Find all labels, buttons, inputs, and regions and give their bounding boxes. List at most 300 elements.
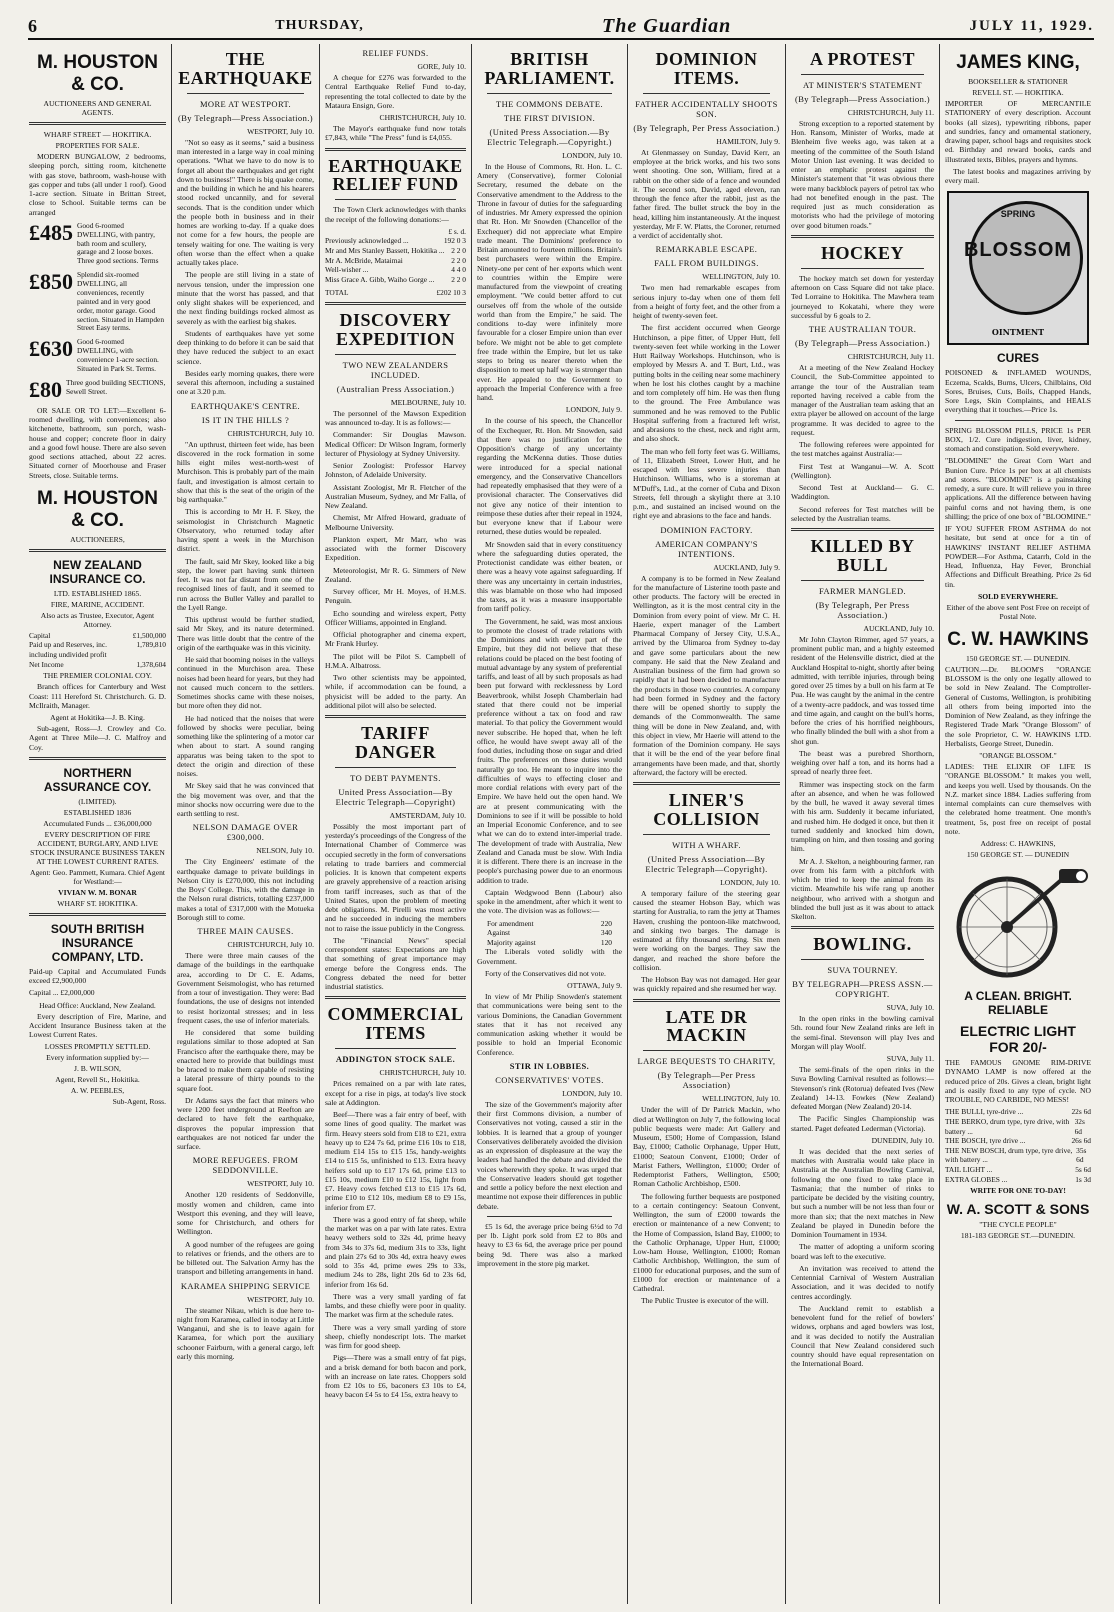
column-7-advertisements: [940, 44, 1096, 1604]
paragraph: Prices remained on a par with late rates, except for a rise in pigs, at today's live stock sale at Addington.: [325, 1079, 466, 1107]
donation-row-value: 2 2 0: [451, 246, 466, 256]
auctioneers-label: AUCTIONEERS,: [70, 534, 125, 544]
masthead-day: THURSDAY,: [275, 18, 364, 33]
dateline: HAMILTON, July 9.: [716, 136, 780, 146]
paragraph: The following referees were appointed for the test matches against Australia:—: [791, 440, 934, 459]
dateline: MELBOURNE, July 10.: [390, 397, 466, 407]
columns: [24, 44, 1096, 1604]
divider: [29, 122, 166, 125]
donation-row-name: Mr and Mrs Stanley Bassett, Hokitika ...: [325, 246, 445, 256]
paragraph: The first accident occurred when George Hutchinson, a pipe fitter, of Upper Hutt, fell twenty-seven feet while working in the Lower Hutt Railway Workshops. Hutchinson, who is employed by Messrs A. and T. Burt, Ltd., was putting bolts in the ceiling near some machinery when he lost his clothes caught by a machine and torn completely off him. He was then flung to the ground. The Free Ambulance was summoned and he was removed to the Public Hospital suffering from a fractured left wrist, and abrasions to the chest, neck and right arm, and also shock.: [633, 323, 780, 444]
article-title-killed-by-bull: KILLED BY BULL: [810, 536, 915, 575]
houston-sub: AUCTIONEERS AND GENERAL AGENTS.: [43, 99, 152, 117]
paragraph: Survey officer, Mr H. Moyes, of H.M.S. Penguin.: [325, 587, 466, 606]
listing-485-text: Good 6-roomed DWELLING, with pantry, bath room and scullery, garage and 2 loose boxes. Three good sections. Terms: [77, 220, 159, 266]
article-title-relief-fund: EARTHQUAKE RELIEF FUND: [328, 155, 463, 195]
lamp-price-list: [945, 1107, 1091, 1184]
paragraph: The Auckland remit to establish a benevolent fund for the relief of bowlers' widows, orphans and aged bowlers was lost, and it was decided to notify the Australian Council that New Zealand considered such country should have equal representation on the International Board.: [791, 1303, 934, 1369]
article-title-bowling: BOWLING.: [813, 934, 912, 955]
hawkins-address: 150 GEORGE ST. — DUNEDIN.: [965, 653, 1071, 663]
divider: [29, 913, 166, 916]
vote-for-label: For amendment: [487, 918, 534, 928]
discovery-byline: (Australian Press Association.): [336, 383, 455, 394]
listing-630: [29, 338, 166, 374]
wilson-agent: Agent, Revell St., Hokitika.: [55, 1075, 140, 1085]
divider: [801, 268, 924, 269]
mackin-subhead: LARGE BEQUESTS TO CHARITY,: [637, 1056, 776, 1067]
paragraph: First Test at Wanganui—W. A. Scott (Wellington).: [791, 461, 934, 480]
paragraph: The Liberals voted solidly with the Government.: [477, 947, 622, 966]
donation-list: [325, 236, 466, 284]
lamp-item-name: THE BULLI, tyre-drive ...: [945, 1107, 1024, 1117]
paragraph: The City Engineers' estimate of the earthquake damage to private buildings in Nelson City is £270,000, this not including the Boys' College. This, with the damage in the Nelson rural districts, totalling £237,000 makes a total of £317,000 with the Motueka Borough still to come.: [177, 857, 314, 922]
capital-label: Capital: [29, 630, 51, 640]
paragraph: Forty of the Conservatives did not vote.: [485, 968, 606, 978]
paragraph: A cheque for £276 was forwarded to the Central Earthquake Relief Fund to-day, representing the total collected to date by the Mataura Ensign, Gore.: [325, 73, 466, 110]
paragraph: This is according to Mr H. F. Skey, the seismologist in Christchurch Magnetic Observatory, who returned today after having spent a week in the Murchison district.: [177, 507, 314, 554]
dateline: AMSTERDAM, July 10.: [389, 810, 466, 820]
paragraph: Mr Snowden said that in every constituency where the safeguarding duties operated, the Protectionist candidate was either beaten, or there was a heavy vote against safeguarding. If there was any uncertainty in certain industries, this was blamable on those who had imposed the taxes, as it was a measure insupportable from tariff policy.: [477, 539, 622, 614]
paragraph: The "Financial News" special correspondent states: Expectations are high that something of great importance may emerge before the Congress ends. The Congress debated the need for better industrial statistics.: [325, 935, 466, 992]
properties-heading: PROPERTIES FOR SALE.: [55, 141, 140, 150]
donation-row-name: Mr A. McBride, Mataimai: [325, 255, 403, 265]
paragraph: In the House of Commons, Rt. Hon. L. C. Amery (Conservative), former Colonial Secretary, resumed the debate on the Conservative amendment to the Address to the Throne in favour of duties for the safeguarding of industries. Mr Amery expressed the opinion that Rt. Hon. Mr Snowden (Chancellor of the Exchequer) did not appreciate what Empire trade meant. The Dominions' preference to Britain amounted to fourteen millions. Britain's best purchasers were within the Empire. Ninety-one per cent of her exports which went to countries within the Empire were manufactured from the viewpoint of creating employment. "We could better afford to cut ourselves off from the whole of the outside world than from the Empire," he said. The conditions to-day were infinitely more favourable for a closer Empire union than ever before. We might not be able to get complete free trade within the Empire, but let us take steps to bring us nearer thereto when the disposition to meet up half way is stronger than ever. He appealed to the Government to approach the Imperial Conference with a free hand.: [477, 161, 622, 403]
paragraph: Mr Skey said that he was convinced that the big movement was over, and that the minor shocks now occurring were due to the earth settling to rest.: [177, 781, 314, 819]
bowling-byline: BY TELEGRAPH—PRESS ASSN.—COPYRIGHT.: [792, 979, 933, 1000]
vote-against-value: 340: [600, 928, 612, 938]
paragraph: The Hobson Bay was not damaged. Her gear was quickly repaired and she resumed her way.: [633, 975, 780, 994]
lamp-item: [945, 1175, 1091, 1185]
divider: [791, 235, 934, 238]
james-king-title: JAMES KING,: [956, 52, 1080, 73]
paragraph: Captain Wedgwood Benn (Labour) also spoke in the amendment, after which it went to the vote. The division was as follows:—: [477, 887, 622, 916]
paragraph: The fault, said Mr Skey, looked like a big step, the lower part having sunk thirteen feet. It was not far distant from one of the recognised lines of fault, and it seemed to run across the Buller Valley and parallel to the Lyell Range.: [177, 556, 314, 612]
donation-row-name: Previously acknowledged ...: [325, 236, 409, 246]
dateline: CHRISTCHURCH, July 11.: [847, 352, 934, 362]
killed-subhead: FARMER MANGLED.: [818, 585, 907, 596]
sbi-every-description: Every description of Fire, Marine, and Accident Insurance Business taken at the Lowest Current Rates.: [29, 1011, 166, 1039]
subhead-escape: REMARKABLE ESCAPE.: [655, 244, 758, 255]
paragraph: Chemist, Mr Alfred Howard, graduate of Melbourne University.: [325, 513, 466, 532]
liner-byline: (United Press Association—By Electric Telegraph—Copyright).: [645, 853, 768, 874]
article-title-parliament: BRITISH PARLIAMENT.: [484, 49, 615, 88]
dateline: SUVA, July 10.: [886, 1003, 934, 1013]
parliament-subhead-1: THE COMMONS DEBATE.: [495, 98, 603, 109]
divider: [801, 959, 924, 960]
divider: [325, 996, 466, 999]
paragraph: "Not so easy as it seems," said a business man interested in a large way in coal mining operations. "What we have to do now is to forget all about the earthquakes and get right down to business!" There is big quake come, and the building in which he and his hearers stood rocked uncannily, and for several seconds. That is the condition under which the people both in business and in their homes are working to-day. If a quake does not come for a few hours, the people are tensely waiting for one. The waiting is very often worse than the effect when a quake actually takes place.: [177, 137, 314, 268]
paragraph: The man who fell forty feet was G. Williams, of 11, Elizabeth Street, Lower Hutt, and he escaped with less severe injuries than Hutchinson. Williams, who is a storeman at M'Duff's, Ltd., at the corner of Cuba and Dixon Streets, fell through a skylight there at 3.10 p.m., and sustained an incised wound on the right eye and abrasions to the face and hands.: [633, 446, 780, 521]
earthquake-byline: (By Telegraph—Press Association.): [178, 112, 313, 123]
paragraph: Strong exception to a reported statement by Hon. Ransom, Minister of Works, made at Blenheim five weeks ago, was taken at a meeting of the committee of the South Island Motor Union last evening. It was decided to enter an emphatic protest against the Minister's statement that "it was obvious there were many backblock payers of petrol tax who had not benefited enough in the past. The required just as much consideration as motorists who had the privilege of motoring over good bitumen roads.": [791, 118, 934, 230]
subhead-centre: EARTHQUAKE'S CENTRE.: [190, 400, 301, 411]
bowling-subhead: SUVA TOURNEY.: [827, 965, 898, 976]
liner-subhead: WITH A WHARF.: [672, 839, 741, 850]
paragraph: Dr Adams says the fact that miners who were 1200 feet underground at Reefton are declared to have felt the earthquake, disproves the popular impression that earthquakes are not noticed far under the surface.: [177, 1095, 314, 1152]
lsd-label: £ s. d.: [448, 226, 466, 236]
paragraph: He said that booming noises in the valleys continued in the Murchison area. These noises had been heard for years, but they had not caused much concern to the settlers. Sometimes shocks came with these noises, but more often they did not.: [177, 655, 314, 711]
dateline: WELLINGTON, July 10.: [702, 272, 780, 282]
vote-majority-value: 120: [600, 937, 612, 947]
paragraph: Pigs—There was a small entry of fat pigs, and a brisk demand for both bacon and pork, with an increase on late rates. Choppers sold from £2 10s to £6, baconers £3 10s to £4, heavy bacon £4 5s to £4 15s, extra heavy to: [325, 1353, 466, 1400]
south-british-title: SOUTH BRITISH INSURANCE COMPANY, LTD.: [50, 921, 145, 964]
paragraph: Assistant Zoologist, Mr R. Fletcher of the Australian Museum, Sydney, and Mr Falla, of New Zealand.: [325, 482, 466, 511]
lamp-item: [945, 1117, 1091, 1136]
hawkins-address-line: Address: C. HAWKINS,: [980, 839, 1056, 848]
australian-byline: (By Telegraph—Press Association.): [795, 338, 930, 349]
subhead-american: AMERICAN COMPANY'S INTENTIONS.: [655, 538, 758, 559]
lamp-item-name: THE BERKO, drum type, tyre drive, with battery ...: [945, 1116, 1070, 1136]
northern-limited: (LIMITED).: [78, 796, 117, 806]
divider: [29, 549, 166, 552]
nz-insurance-established: LTD. ESTABLISHED 1865.: [53, 588, 142, 598]
paragraph: Rimmer was inspecting stock on the farm after an absence, and when he was followed by the bull, he waved it away several times with his arm. Suddenly it became infuriated, and rushed him. He dodged it once, but then it turned suddenly and knocked him down, trampling on him, and then tossing and goring him.: [791, 779, 934, 854]
cycle-people: "THE CYCLE PEOPLE": [979, 1220, 1057, 1230]
protest-byline: (By Telegraph—Press Association.): [795, 93, 930, 104]
paragraph: Two other scientists may be appointed, while, if accommodation can be found, a physicist will be added to the party. An additional pilot will also be selected.: [325, 673, 466, 710]
divider: [791, 926, 934, 929]
tariff-byline: United Press Association—By Electric Telegraph—Copyright): [335, 786, 456, 807]
dateline: GORE, July 10.: [417, 62, 466, 71]
bonar-name: VIVIAN W. M. BONAR: [58, 887, 137, 897]
paragraph: In the open rinks in the bowling carnival 5th. round four New Zealand rinks are left in the semi-final. Stevenson will play Ives and Morgan will play Woolf.: [791, 1014, 934, 1051]
paragraph: There was a very small yarding of fat lambs, and these chiefly were poor in quality. The market was firm at the schedule rates.: [325, 1291, 466, 1320]
paragraph: The personnel of the Mawson Expedition was announced to-day. It is as follows:—: [325, 408, 466, 428]
dateline: WELLINGTON, July 10.: [702, 1094, 780, 1104]
divider: [335, 1048, 456, 1049]
trustee-note: Also acts as Trustee, Executor, Agent Attorney.: [40, 610, 155, 629]
paragraph: An invitation was received to attend the Centennial Carnival of Western Australian Association, and it was decided to notify centres accordingly.: [791, 1263, 934, 1301]
price-80: £80: [29, 376, 62, 402]
protest-subhead: AT MINISTER'S STATEMENT: [803, 79, 922, 90]
donation-row: [325, 275, 466, 285]
caution-text: CAUTION.—Dr. BLOOM'S "ORANGE BLOSSOM is the only one legally allowed to be sold in New Zealand. The Comptroller-General of Customs, Wellington, is prohibiting all others from being imported into the Dominion of New Zealand, as they infringe the Registered Trade Mark "Orange Blossom" of the sole Proprietor, C. W. HAWKINS LTD. Herbalists, George Street, Dunedin.: [945, 664, 1091, 748]
asthma-ad: IF YOU SUFFER FROM ASTHMA do not hesitate, but send at once for a tin of HAWKINS' INSTANT RELIEF ASTHMA POWDER—For Asthma, Catarrh, Cold in the Head, Influenza, Hay Fever, Bronchial Affections and Difficult Breathing. Price 2s 6d tin.: [945, 524, 1091, 589]
subhead-refugees: MORE REFUGEES. FROM SEDDONVILLE.: [192, 1155, 299, 1176]
paragraph: The Public Trustee is executor of the will.: [641, 1296, 769, 1306]
post-free: Either of the above sent Post Free on receipt of Postal Note.: [946, 602, 1090, 621]
dateline: AUCKLAND, July 10.: [863, 623, 934, 633]
capital-row: [29, 631, 166, 641]
spring-blossom-illustration: [947, 191, 1089, 345]
vote-majority-row: [477, 938, 622, 948]
paragraph: The beast was a purebred Shorthorn, weighing over half a ton, and its horns had a spread of nearly three feet.: [791, 748, 934, 777]
reserves-label: Paid up and Reserves, inc. including undivided profit: [29, 640, 107, 659]
divider: [643, 93, 770, 94]
divider: [633, 999, 780, 1002]
paragraph: The Town Clerk acknowledges with thanks the receipt of the following donations:—: [325, 205, 466, 224]
paragraph: The semi-finals of the open rinks in the Suva Bowling Carnival resulted as follows:—Stevenson's rink (Rotorua) defeated Ives (New Zealand) 14-13. Fowkes (New Zealand) defeated Morgan (New Zealand) 20-14.: [791, 1065, 934, 1112]
sbi-head-office: Head Office: Auckland, New Zealand.: [39, 1000, 156, 1010]
donation-row-value: 4 4 0: [451, 265, 466, 275]
clean-bright-heading: A CLEAN. BRIGHT. RELIABLE: [964, 989, 1072, 1017]
dateline: DUNEDIN, July 10.: [871, 1135, 934, 1145]
dateline: CHRISTCHURCH, July 10.: [227, 940, 314, 950]
income-label: Net Income: [29, 659, 64, 669]
dateline: WESTPORT, July 10.: [247, 1179, 314, 1189]
price-485: £485: [29, 219, 73, 245]
listing-80-text: Three good building SECTIONS, Sewell Street.: [66, 377, 166, 396]
divider: [335, 354, 456, 355]
dateline: LONDON, July 10.: [562, 1088, 622, 1098]
paragraph: The following further bequests are postponed to a certain contingency: Seatoun Convent, Wellington, the sum of £2000 towards the erection or maintenance of a new Convent; to the Home of Compassion, Island Bay, £1000; to the Catholic Orphanage, Upper Hutt, £1000; Low-ham House, Wellington, £1000; Roman Catholic Archbishop, Wellington, the sum of £1000 for educational purposes, and the sum of £1000 for erection or maintenance of a Cathedral.: [633, 1191, 780, 1294]
nz-insurance-title: NEW ZEALAND INSURANCE CO.: [49, 557, 146, 586]
paragraph: At Glenmassey on Sunday, David Kerr, an employee at the brick works, and his two sons went shooting. One son, William, fired at a rabbit on the other side of a fence and wounded it. The second son, David, aged eleven, ran through the fence after the rabbit, just as the father fired. The bullet struck the boy in the head, killing him instantaneously. At the inquest yesterday, Mr F. W. Platts, the Coroner, returned a verdict of accidentally shot.: [633, 147, 780, 241]
peebles-name: A. W. PEEBLES,: [70, 1086, 125, 1096]
hawkins-title: C. W. HAWKINS: [947, 628, 1089, 650]
paragraph: Senior Zoologist: Professor Harvey Johnston, of Adelaide University.: [325, 461, 466, 480]
paragraph: In the course of his speech, the Chancellor of the Exchequer, Rt. Hon. Mr Snowden, said that there was no justification for the Opposition's charge of any uncertainty regarding the McKenna duties. Those duties were introduced for a special national emergency, and the Conservative Chancellors had repeatedly emphasised that they were of a provisional character. The Conservatives did not give any notice of their intention to reimpose these duties after their repeal in 1924, but everyone knew that if Labour were returned, these duties would be repealed.: [477, 416, 622, 537]
scott-address: 181-183 GEORGE ST.—DUNEDIN.: [960, 1231, 1076, 1241]
parliament-subhead-2: THE FIRST DIVISION.: [503, 112, 596, 123]
paragraph: Mr John Clayton Rimmer, aged 57 years, a prominent public man, and a highly esteemed resident of the Helensville district, died at the Auckland Hospital to-night, shortly after being admitted, with terrible injuries, through being gored over 25 times by a bull on his farm at Te Pua. He was caught by the animal in the centre of a twenty-acre paddock, and was tossed time and time again, and caught on the bull's horns, before the cries of his horrified neighbours, who finally blinded the bull with a shot from a shot gun.: [791, 634, 934, 746]
listing-80: [29, 376, 166, 402]
subhead-fall: FALL FROM BUILDINGS.: [654, 258, 759, 269]
northern-established: ESTABLISHED 1836: [63, 807, 132, 817]
branch-offices: Branch offices for Canterbury and West Coast: 111 Hereford St. Christchurch. G. D. McIlraith, Manager.: [29, 682, 166, 710]
paragraph: Second referees for Test matches will be selected by the Australian teams.: [791, 504, 934, 523]
accumulated-funds: Accumulated Funds ... £36,000,000: [43, 818, 152, 828]
sale-lease-listing: OR SALE OR TO LET:—Excellent 6-roomed dwelling, with conveniences; also kitchenette, bathroom, sun porch, wash-house and copper; concrete floor in dairy and a good fowl house. There are also seven good sections attached, about 22 acres. Situated corner of Moorhouse and Fraser Streets, close. Suitable terms.: [29, 405, 166, 480]
subhead-karamea: KARAMEA SHIPPING SERVICE: [180, 1280, 311, 1291]
lamp-item-value: 5s 6d: [1075, 1165, 1091, 1174]
lamp-item-value: 22s 6d: [1071, 1107, 1091, 1117]
houston-title-2: M. HOUSTON & CO.: [36, 487, 159, 531]
revell-address: REVELL ST. — HOKITIKA.: [972, 88, 1064, 97]
peebles-agent: Sub-Agent, Ross.: [112, 1097, 166, 1107]
paragraph: A company is to be formed in New Zealand for the manufacture of Listerine tooth paste and other products. The factory will be erected in Wellington, as it is the most central city in the Dominion from every point of view. Mr C. H. Haerie, expert manager of the Lambert Pharmacal Company of Jersey City, U.S.A., arrived by the Ulimaroa from Sydney to-day and gave some particulars about the new company. He said that the New Zealand and Australian business of the firm had grown so rapidly that it had been decided to manufacture the products in those two countries. A company had been formed in Sydney and the factory there will be opened shortly to supply the demands of the Commonwealth. The same thing will be done in New Zealand, and, with this object in view, Mr Haerie will attend to the formation of the Dominion company. He says that it will be the end of the year before final arrangements have been made, and that, shortly afterward, the factory will be erected.: [633, 573, 780, 777]
paragraph: Second Test at Auckland— G. C. Waddington.: [791, 483, 934, 502]
king-description: IMPORTER OF MERCANTILE STATIONERY of every description. Account books (all sizes), typewriting ribbons, paper and sundries, fancy and ornamental stationery, drawing paper, school bags and requisites stock ed. Birthday and reward books, cards and illustrated texts, Bibles, prayers and hymns.: [945, 99, 1091, 164]
lamp-item-value: 32s 6d: [1074, 1116, 1085, 1136]
subhead-conservatives: CONSERVATIVES' VOTES.: [495, 1074, 604, 1085]
dateline: OTTAWA, July 9.: [567, 981, 622, 991]
donation-row-value: 2 2 0: [451, 255, 466, 265]
paragraph: It was decided that the next series of matches with Australia would take place in Australia at the Australian Bowling Carnival, following the one fixed to take place in Tasmania; that the number of rinks to participate be decided by the visiting country, but such a number will be not less than four or more than six; that the next matches in New Zealand be played in Dunedin before the Dominion Tournament in 1934.: [791, 1146, 934, 1240]
dateline: WESTPORT, July 10.: [247, 126, 314, 136]
paragraph: Commander: Sir Douglas Mawson. Medical Officer: Dr Wilson Ingram, formerly lecturer of Physiology at Sydney University.: [325, 430, 466, 458]
cures-text: POISONED & INFLAMED WOUNDS, Eczema, Scalds, Burns, Ulcers, Chilblains, Old Sores, Bruises, Cuts, Boils, Chapped Hands, Sore Legs, Skin Complaints, and HEALS everything that it touches.—Price 1s.: [945, 368, 1091, 415]
paragraph: He had noticed that the noises that were followed by shocks were peculiar, being something like the splintering of a motor car when about to start. A sound ranging apparatus was being taken to the spot to detect the origin and direction of these noises.: [177, 713, 314, 779]
dateline: AUCKLAND, July 9.: [713, 562, 780, 572]
masthead-date: JULY 11, 1929.: [969, 17, 1094, 34]
masthead: [28, 14, 1094, 40]
paragraph: At a meeting of the New Zealand Hockey Council, the Sub-Committee appointed to arrange the tour of the Australian team reported having received a cable from the manager of the Australian team asking that an extra player be allowed on account of the large programme. It was decided to agree to the request.: [791, 363, 934, 437]
article-title-discovery: DISCOVERY EXPEDITION: [335, 310, 456, 350]
paragraph: Possibly the most important part of yesterday's proceedings of the Congress of the International Chamber of Commerce was occupied secretly in the form of conversations relating to trade barriers and commercial policies. It is known that competent experts are gravely apprehensive of a reaction arising from tariff increases, such as that of the United States, upon the problem of meeting debt obligations. M. Pirelli was most active and he succeeded in inducing the members not to raise the issue publicly in the Congress.: [325, 821, 466, 933]
divider: [633, 782, 780, 785]
lamp-item: [945, 1107, 1091, 1117]
vote-for-row: [477, 919, 622, 929]
paragraph: The pilot will be Pilot S. Campbell of H.M.A. Albatross.: [325, 651, 466, 670]
wharf-address: WHARF STREET — HOKITIKA.: [43, 130, 152, 139]
write-today: WRITE FOR ONE TO-DAY!: [970, 1186, 1066, 1196]
column-4-parliament: [472, 44, 628, 1604]
dateline: CHRISTCHURCH, July 11.: [847, 107, 934, 117]
westland-agent: Agent: Geo. Pammett, Kumara. Chief Agent for Westland:—: [30, 867, 165, 886]
orange-blossom: "ORANGE BLOSSOM.": [979, 751, 1057, 760]
vote-against-row: [477, 928, 622, 938]
column-3-relief-discovery: [320, 44, 472, 1604]
divider: [643, 1050, 770, 1051]
paragraph: Students of earthquakes have yet some deep thinking to do before it can be said that they have reduced the subject to an exact science.: [177, 328, 314, 366]
lamp-item-value: 35s 6d: [1076, 1145, 1087, 1165]
electric-light-heading: ELECTRIC LIGHT FOR 20/-: [960, 1023, 1076, 1055]
lamp-item: [945, 1136, 1091, 1146]
reserves-row: [29, 640, 166, 659]
capital-value: £1,500,000: [132, 630, 166, 640]
subhead-factory: DOMINION FACTORY.: [660, 524, 753, 535]
donation-row: [325, 256, 466, 266]
information-supplied: Every information supplied by:—: [46, 1053, 149, 1063]
vote-against-label: Against: [487, 928, 510, 938]
divider: [801, 74, 924, 75]
cures-heading: CURES: [996, 351, 1039, 366]
northern-every-description: EVERY DESCRIPTION OF FIRE ACCIDENT, BURGLARY, AND LIVE STOCK INSURANCE BUSINESS TAKEN AT THE LOWEST CURRENT RATES.: [30, 829, 165, 866]
hawkins-address-line-2: 150 GEORGE ST. — DUNEDIN: [966, 850, 1070, 859]
paragraph: The Pacific Singles Championship was started. Paget defeated Lederman (Victoria).: [791, 1114, 934, 1133]
paragraph: The size of the Government's majority after their first Commons division, a number of Conservatives not voting, caused a stir in the lobbies. It is learned that a group of younger Conservatives deliberately avoided the division as an expression of displeasure at the way the leaders had handled the debate and divided the voices wherewith they spoke. It was urged that the Conservative leaders should get together and settle a policy before the next election and meantime not expose their differences in public debate.: [477, 1099, 622, 1211]
lsd-header: [325, 227, 466, 237]
article-title-liner: LINER'S COLLISION: [653, 790, 760, 829]
subhead-lobbies: STIR IN LOBBIES.: [509, 1060, 590, 1071]
lamp-item-value: 26s 6d: [1071, 1136, 1091, 1146]
article-title-protest: A PROTEST: [809, 49, 916, 69]
income-row: [29, 660, 166, 670]
paragraph: "An upthrust, thirteen feet wide, has been discovered in the rock formation in some hills eight miles west-north-west of Murchison. This is probably part of the main fault, and investigation is almost certain to show that this is the seat of the origin of the big earthquake.": [177, 439, 314, 505]
paragraph: A good number of the refugees are going to relatives or friends, and the others are to be billeted out. The Salvation Army has the transport and billeting arrangements in hand.: [177, 1239, 314, 1277]
paragraph: A temporary failure of the steering gear caused the steamer Hobson Bay, which was starting for Australia, to ram the jetty at Thames Haven, crushing the pontoon-like matchwood, and sinking two barges. The damage is estimated at fifty thousand sterling. Six men were working on the barges. They saw the danger, and reached the shore before the collision.: [633, 888, 780, 972]
lamp-item-name: TAIL LIGHT ...: [945, 1165, 993, 1174]
houston-title: M. HOUSTON & CO.: [36, 52, 159, 95]
donation-row-value: 2 2 0: [451, 274, 466, 284]
divider: [187, 93, 304, 94]
donation-row-name: Well-wisher ...: [325, 265, 369, 275]
dateline: LONDON, July 10.: [562, 150, 622, 160]
newspaper-title: The Guardian: [602, 14, 732, 37]
dateline: WESTPORT, July 10.: [247, 1294, 314, 1304]
dateline: CHRISTCHURCH, July 10.: [379, 113, 466, 122]
lamp-item-name: EXTRA GLOBES ...: [945, 1174, 1008, 1184]
vote-majority-label: Majority against: [487, 937, 536, 947]
divider: [487, 93, 612, 94]
column-6-protest-hockey: [786, 44, 940, 1604]
divider: [643, 834, 770, 835]
paragraph: The steamer Nikau, which is due here to-night from Karamea, called in today at Little Wanganui, and she is to leave again for Karamea, for which port the auxiliary schooner Fairburn, with a general cargo, left early this morning.: [177, 1305, 314, 1361]
divider: [955, 420, 1081, 421]
lamp-item: [945, 1146, 1091, 1165]
blossom-word: BLOSSOM: [963, 239, 1073, 262]
addington-subhead: ADDINGTON STOCK SALE.: [335, 1054, 456, 1065]
divider: [325, 148, 466, 151]
paragraph: The hockey match set down for yesterday afternoon on Cass Square did not take place. Ted Lorraine to Hokitika. The Mawhera team journeyed to Kokatahi, where they were successful by 6 goals to 2.: [791, 273, 934, 320]
paragraph: The Government, he said, was most anxious to promote the closest of trade relations with the Dominions and with every part of the Empire, but they did not believe that these relations could be placed on the best footing of mutual advantage by any system of preferential tariffs, and least of all by such proposals as had been put forward with recklessness by Lord Beaverbrook, whilst Joseph Chamberlain had stated that there could not be imperial preference without a tax on food and raw material. To that policy the Government would never subscribe. He hoped that, when he left office, he would have swept away all of the food duties, including those on sugar and dried fruits. The preferences on these duties would naturally go too. He meant to inquire into the difficulties of ways to effecting closer and more cordial relations with every part of the Empire. We have held out the open hand. We are at present communicating with the Dominions to see if it will be possible to hold an Imperial Economic Conference, and to see what we can do to extend inter-imperial trade. The development of trade with Australia, New Zealand and Canada must be slow. With India it is different. There there is an increase in the people's purchasing power due to an enormous addition to trade.: [477, 616, 622, 885]
northern-assurance-title: NORTHERN ASSURANCE COY.: [43, 765, 152, 794]
subhead-causes: THREE MAIN CAUSES.: [197, 926, 294, 937]
lamp-item-name: THE NEW BOSCH, drum type, tyre drive, with battery ...: [945, 1145, 1073, 1165]
bicycle-wheel-icon: [947, 865, 1093, 983]
donation-row: [325, 246, 466, 256]
article-title-hockey: HOCKEY: [820, 242, 904, 263]
listing-850: [29, 271, 166, 333]
column-5-dominion-items: [628, 44, 786, 1604]
column-1-advertisements: [24, 44, 172, 1604]
divider: [335, 199, 456, 200]
divider: [801, 580, 924, 581]
paragraph: In view of Mr Philip Snowden's statement that communications were being sent to the various Dominions, the Canadian Government states that it has not received any communication asking whether it would be possible to hold an Imperial Economic Conference.: [477, 992, 622, 1057]
paragraph: He considered that some building regulations similar to those adopted at San Francisco after the earthquake there, may be enacted here to provide that buildings must be braced to make them capable of resisting a lateral pressure of thirty pounds to the square foot.: [177, 1028, 314, 1093]
dateline: NELSON, July 10.: [256, 846, 314, 856]
tariff-subhead: TO DEBT PAYMENTS.: [350, 772, 441, 783]
paragraph: The Mayor's earthquake fund now totals £7,843, while "The Press" fund is £4,055.: [325, 124, 466, 143]
earthquake-subhead: MORE AT WESTPORT.: [199, 98, 292, 109]
sbi-capital: Capital ... £2,000,000: [29, 988, 95, 998]
page-number: 6: [28, 15, 37, 36]
dateline: CHRISTCHURCH, July 10.: [227, 428, 314, 438]
article-title-commercial: COMMERCIAL ITEMS: [327, 1004, 464, 1044]
donation-row-value: 192 0 3: [443, 236, 466, 246]
dateline: CHRISTCHURCH, July 10.: [379, 1068, 466, 1078]
vote-for-value: 220: [600, 918, 612, 928]
paragraph: Besides early morning quakes, there were several this afternoon, including a sustained one at 3.20 p.m.: [177, 368, 314, 397]
price-850: £850: [29, 269, 73, 295]
paragraph: Meteorologist, Mr R. G. Simmers of New Zealand.: [325, 565, 466, 584]
premier-colonial: THE PREMIER COLONIAL COY.: [43, 671, 152, 681]
bloomine-ad: "BLOOMINE" the Great Corn Wart and Bunion Cure. Price 1s per box at all chemists and stores. "BLOOMINE" is a painstaking remedy, a sure cure. It will relieve you in three applications. All the difference between having painful corns and not having them, is one shilling; the price of one box of "BLOOMINE.": [945, 456, 1091, 521]
lamp-item-value: 1s 3d: [1075, 1174, 1091, 1184]
subhead-hills: IS IT IN THE HILLS ?: [201, 414, 290, 425]
wilson-name: J. B. WILSON,: [74, 1064, 121, 1074]
bicycle-lamp-illustration: [947, 865, 1089, 983]
blossom-arc-text: SPRING: [1000, 209, 1036, 220]
paragraph: Mr A. J. Skelton, a neighbouring farmer, ran over from his farm with a pitchfork with which he tried to keep the animal from its victim. Meanwhile his wife rang up another neighbour, who arrived with a shotgun and blinded the bull just as it was about to attack Skelton.: [791, 856, 934, 922]
total-amount: £202 10 3: [436, 287, 466, 297]
relief-funds-heading: RELIEF FUNDS.: [362, 48, 429, 58]
donation-row: [325, 265, 466, 275]
paragraph: There were three main causes of the damage of the buildings in the earthquake area, according to Dr C. E. Adams, Government Seismologist, who has returned from a tour of investigation. They were: Bad foundations, the use of designs not intended to resist horizontal stresses; and in less frequent cases, the use of inferior materials.: [177, 951, 314, 1025]
divider: [325, 715, 466, 718]
ladies-text: LADIES: THE ELIXIR OF LIFE IS "ORANGE BLOSSOM." It makes you well, and keeps you well. Used by thousands. On the N.Z. market since 1884. Ladies suffering from internal complaints can cure themselves with the celebrated home treatment. One month's treatment, 5s, post free on receipt of postal note.: [945, 762, 1091, 836]
dateline: LONDON, July 10.: [720, 877, 780, 887]
listing-630-text: Good 6-roomed DWELLING, with convenience 1-acre section. Situated in Park St. Terms.: [77, 337, 159, 373]
subhead-australian-tour: THE AUSTRALIAN TOUR.: [808, 324, 917, 335]
paragraph: Plankton expert, Mr Marr, who was associated with the former Discovery Expedition.: [325, 534, 466, 563]
paragraph: Echo sounding and wireless expert, Petty Officer Williams, appointed in England.: [325, 608, 466, 627]
dominion-subhead: FATHER ACCIDENTALLY SHOOTS SON.: [635, 98, 778, 119]
paragraph: Official photographer and cinema expert, Mr Frank Hurley.: [325, 630, 466, 649]
paragraph: Beef—There was a fair entry of beef, with some lines of good quality. The market was firm. Heavy steers sold from £18 to £21, extra heavy up to £24 7s 6d, prime £16 10s to £18, medium £14 15s to £15 15s, handy-weights £14 to £15 5s, unfinished to £13. Extra heavy heifers sold up to £17 17s 6d, prime £13 to £15 10s, medium £10 to £12 15s, light from £7. Heavy cows fetched £13 to £15 17s 6d, prime £10 to £12 10s, medium £8 to £9 15s, inferior from £7.: [325, 1110, 466, 1212]
article-title-earthquake: THE EARTHQUAKE: [178, 49, 313, 88]
article-title-dominion: DOMINION ITEMS.: [655, 49, 758, 88]
paragraph: The matter of adopting a uniform scoring board was left to the executive.: [791, 1242, 934, 1261]
donation-row-name: Miss Grace A. Gibb, Waiho Gorge ...: [325, 274, 435, 284]
paragraph: Another 120 residents of Seddonville, mostly women and children, came into Westport this evening, and they will leave, some for Christchurch, and others for Wellington.: [177, 1190, 314, 1237]
lamp-item: [945, 1165, 1091, 1175]
sub-agents: Sub-agent, Ross—J. Crowley and Co. Agent at Three Mile—J. C. Malfroy and Coy.: [29, 724, 166, 752]
listing-485: [29, 219, 166, 266]
hokitika-agent: Agent at Hokitika—J. B. King.: [50, 713, 145, 722]
blossom-foot: OINTMENT: [991, 327, 1045, 338]
pills-ad: SPRING BLOSSOM PILLS, PRICE 1s PER BOX, 1/2. Cure indigestion, liver, kidney, stomach and constipation. Sold everywhere.: [945, 425, 1091, 453]
losses-settled: LOSSES PROMPTLY SETTLED.: [44, 1042, 151, 1052]
article-title-tariff: TARIFF DANGER: [354, 723, 436, 763]
james-king-sub: BOOKSELLER & STATIONER: [968, 77, 1068, 86]
divider: [487, 1216, 612, 1217]
column-2-earthquake: [172, 44, 320, 1604]
paragraph: The people are still living in a state of nervous tension, under the impression one minute that the worst has passed, and that only slight shakes will be experienced, and the next finding buildings rocked almost as severely as with the earliest big shakes.: [177, 270, 314, 326]
discovery-subhead: TWO NEW ZEALANDERS INCLUDED.: [342, 359, 449, 380]
gnome-lamp-text: THE FAMOUS GNOME RIM-DRIVE DYNAMO LAMP is now offered at the reduced price of 20s. Gives a clean, bright light and is easily fixed to any type of cycle. NO TROUBLE, NO CARBIDE, NO MESS!: [945, 1058, 1091, 1104]
